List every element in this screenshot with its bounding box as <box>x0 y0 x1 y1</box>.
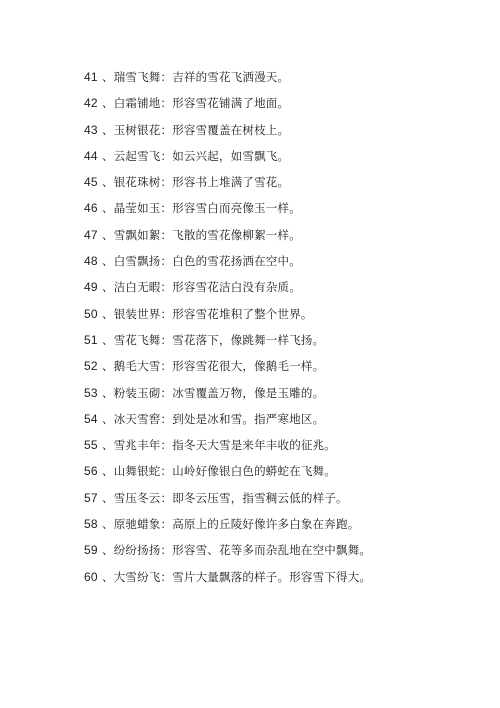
item-number: 48 <box>84 254 98 269</box>
list-item <box>84 406 484 432</box>
list-item <box>84 195 484 221</box>
item-text: 、雪飘如絮：飞散的雪花像柳絮一样。 <box>102 227 301 242</box>
item-text: 、雪花飞舞：雪花落下，像跳舞一样飞扬。 <box>102 332 325 347</box>
item-text: 、大雪纷飞：雪片大量飘落的样子。形容雪下得大。 <box>102 569 372 584</box>
list-item <box>84 564 484 590</box>
item-text: 、雪兆丰年：指冬天大雪是来年丰收的征兆。 <box>102 438 336 453</box>
list-item <box>84 274 484 300</box>
item-text: 、玉树银花：形容雪覆盖在树枝上。 <box>102 122 290 137</box>
item-number: 58 <box>84 517 98 532</box>
idiom-list <box>84 64 484 590</box>
item-text: 、云起雪飞：如云兴起，如雪飘飞。 <box>102 148 290 163</box>
item-text: 、雪压冬云：即冬云压雪，指雪稠云低的样子。 <box>102 490 348 505</box>
item-number: 43 <box>84 122 98 137</box>
item-number: 56 <box>84 464 98 479</box>
item-text: 、白雪飘扬：白色的雪花扬洒在空中。 <box>102 254 301 269</box>
item-number: 55 <box>84 438 98 453</box>
list-item <box>84 64 484 90</box>
list-item <box>84 432 484 458</box>
list-item <box>84 169 484 195</box>
item-number: 42 <box>84 96 98 111</box>
item-text: 、山舞银蛇：山岭好像银白色的蟒蛇在飞舞。 <box>102 464 336 479</box>
list-item <box>84 537 484 563</box>
item-number: 57 <box>84 490 98 505</box>
item-text: 、纷纷扬扬：形容雪、花等多而杂乱地在空中飘舞。 <box>102 543 372 558</box>
item-number: 47 <box>84 227 98 242</box>
item-text: 、粉装玉砌：冰雪覆盖万物，像是玉雕的。 <box>102 385 325 400</box>
item-number: 45 <box>84 175 98 190</box>
item-number: 53 <box>84 385 98 400</box>
list-item <box>84 143 484 169</box>
list-item <box>84 301 484 327</box>
item-text: 、洁白无暇：形容雪花洁白没有杂质。 <box>102 280 301 295</box>
list-item <box>84 485 484 511</box>
list-item <box>84 353 484 379</box>
item-text: 、原驰蜡象：高原上的丘陵好像许多白象在奔跑。 <box>102 517 360 532</box>
list-item <box>84 327 484 353</box>
item-number: 49 <box>84 280 98 295</box>
item-number: 46 <box>84 201 98 216</box>
item-text: 、晶莹如玉：形容雪白而亮像玉一样。 <box>102 201 301 216</box>
item-text: 、鹅毛大雪：形容雪花很大，像鹅毛一样。 <box>102 359 325 374</box>
item-number: 52 <box>84 359 98 374</box>
item-number: 59 <box>84 543 98 558</box>
item-number: 50 <box>84 306 98 321</box>
item-number: 60 <box>84 569 98 584</box>
list-item <box>84 458 484 484</box>
list-item <box>84 222 484 248</box>
item-text: 、瑞雪飞舞：吉祥的雪花飞洒漫天。 <box>102 70 290 84</box>
item-text: 、冰天雪窖：到处是冰和雪。指严寒地区。 <box>102 411 325 426</box>
list-item <box>84 117 484 143</box>
list-item <box>84 511 484 537</box>
list-item <box>84 248 484 274</box>
list-item <box>84 90 484 116</box>
item-text: 、银装世界：形容雪花堆积了整个世界。 <box>102 306 313 321</box>
item-number: 41 <box>84 70 98 84</box>
item-text: 、银花珠树：形容书上堆满了雪花。 <box>102 175 290 190</box>
item-text: 、白霜铺地：形容雪花铺满了地面。 <box>102 96 290 111</box>
item-number: 51 <box>84 332 98 347</box>
item-number: 44 <box>84 148 98 163</box>
list-item <box>84 380 484 406</box>
item-number: 54 <box>84 411 98 426</box>
